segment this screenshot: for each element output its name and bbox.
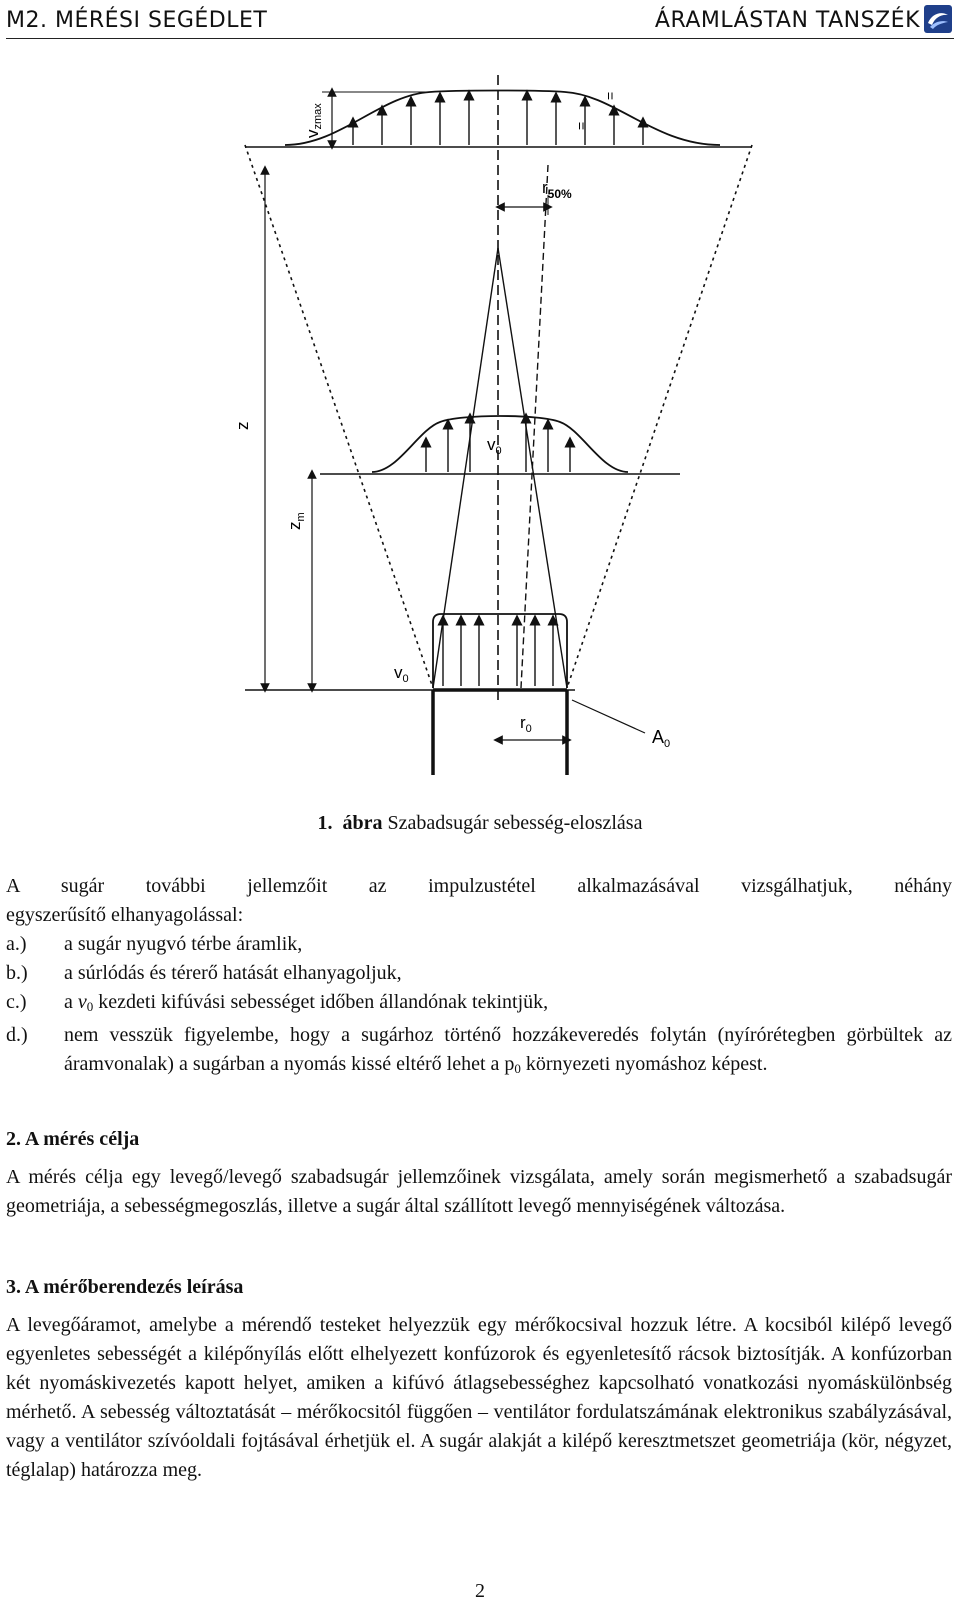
v0-exit-label: $v_0$ [394, 663, 409, 685]
page-header [6, 4, 954, 39]
velocity-profile-top [285, 91, 720, 146]
list-item-text: a súrlódás és térerő hatását elhanyagoljuk, [64, 962, 402, 984]
r50-label: $r_{50\%}$ [542, 178, 572, 201]
caption-text: Szabadsugár sebesség-eloszlása [387, 812, 643, 834]
a0-leader [572, 700, 645, 733]
core-boundary-right [498, 248, 567, 688]
outer-boundary-left [245, 145, 433, 688]
zm-label: $z_m$ [285, 512, 307, 530]
equality-mark-2: = [573, 121, 589, 130]
list-marker: d.) [6, 1024, 28, 1046]
assumption-list [6, 930, 952, 1083]
caption-number: 1. [317, 812, 333, 834]
header-title-right: ÁRAMLÁSTAN TANSZÉK [654, 8, 920, 33]
free-jet-diagram [0, 40, 960, 800]
list-item [6, 988, 952, 1021]
figure-caption [0, 812, 960, 835]
r0-label: $r_0$ [520, 713, 532, 735]
list-item-text: a sugár nyugvó térbe áramlik, [64, 933, 303, 955]
list-marker: a.) [6, 933, 27, 955]
list-item-text: nem vesszük figyelembe, hogy a sugárhoz történő hozzákeveredés folytán (nyírórétegben görbültek az áramvonalak) a sugárban a nyomás kissé eltérő lehet a $p_0$ környezeti nyomáshoz képest. [64, 1024, 952, 1076]
list-marker: b.) [6, 962, 28, 984]
z-label: z [233, 421, 252, 430]
intro-line-2: egyszerűsítő elhanyagolással: [6, 904, 244, 926]
equality-mark-1: = [602, 91, 618, 100]
outer-boundary-right [567, 145, 752, 688]
v0-middle-label: $v_0$ [487, 435, 502, 457]
vzmax-label: vzmax [303, 103, 324, 138]
caption-word: ábra [342, 812, 383, 834]
half-velocity-line [521, 165, 548, 688]
department-logo-icon [924, 5, 952, 33]
section-3-body: A levegőáramot, amelybe a mérendő testeket helyezzük egy mérőkocsival hozzuk létre. A kocsiból kilépő levegő egyenletes sebességét a kilépőnyílás előtt elhelyezett konfúzorok és egyenletesítő rácsok biztosítják. A konfúzorban két nyomáskivezetés kapott helyet, amiken a kifúvó átlagsebességhez kapcsolható vonatkozási nyomáskülönbség mérhető. A sebesség változtatását – mérőkocsitól függően – ventilátor fordulatszámának elektronikus szabályzásával, vagy a ventilátor szívóoldali fojtásával érhetjük el. A sugár alakját a kilépő keresztmetszet geometriája (kör, négyzet, téglalap) határozza meg. [6, 1314, 952, 1481]
page-number: 2 [475, 1580, 485, 1602]
list-item [6, 959, 952, 988]
section-2-heading: 2. A mérés célja [6, 1128, 140, 1150]
a0-label: $A_0$ [652, 727, 671, 750]
section-3-heading: 3. A mérőberendezés leírása [6, 1276, 244, 1298]
list-item [6, 930, 952, 959]
section-2-body: A mérés célja egy levegő/levegő szabadsugár jellemzőinek vizsgálata, amely során megismerhető a szabadsugár geometriája, a sebességmegoszlás, illetve a sugár által szállított levegő mennyiségének változása. [6, 1166, 952, 1217]
list-item [6, 1021, 952, 1083]
list-marker: c.) [6, 991, 27, 1013]
header-title-left: M2. MÉRÉSI SEGÉDLET [6, 8, 268, 33]
list-item-text: a $v_0$ kezdeti kifúvási sebességet időben állandónak tekintjük, [64, 991, 549, 1014]
intro-line-1: A sugár további jellemzőit az impulzustétel alkalmazásával vizsgálhatjuk, néhány [6, 875, 952, 897]
velocity-profile-middle [372, 416, 628, 472]
velocity-profile-exit [433, 614, 567, 688]
